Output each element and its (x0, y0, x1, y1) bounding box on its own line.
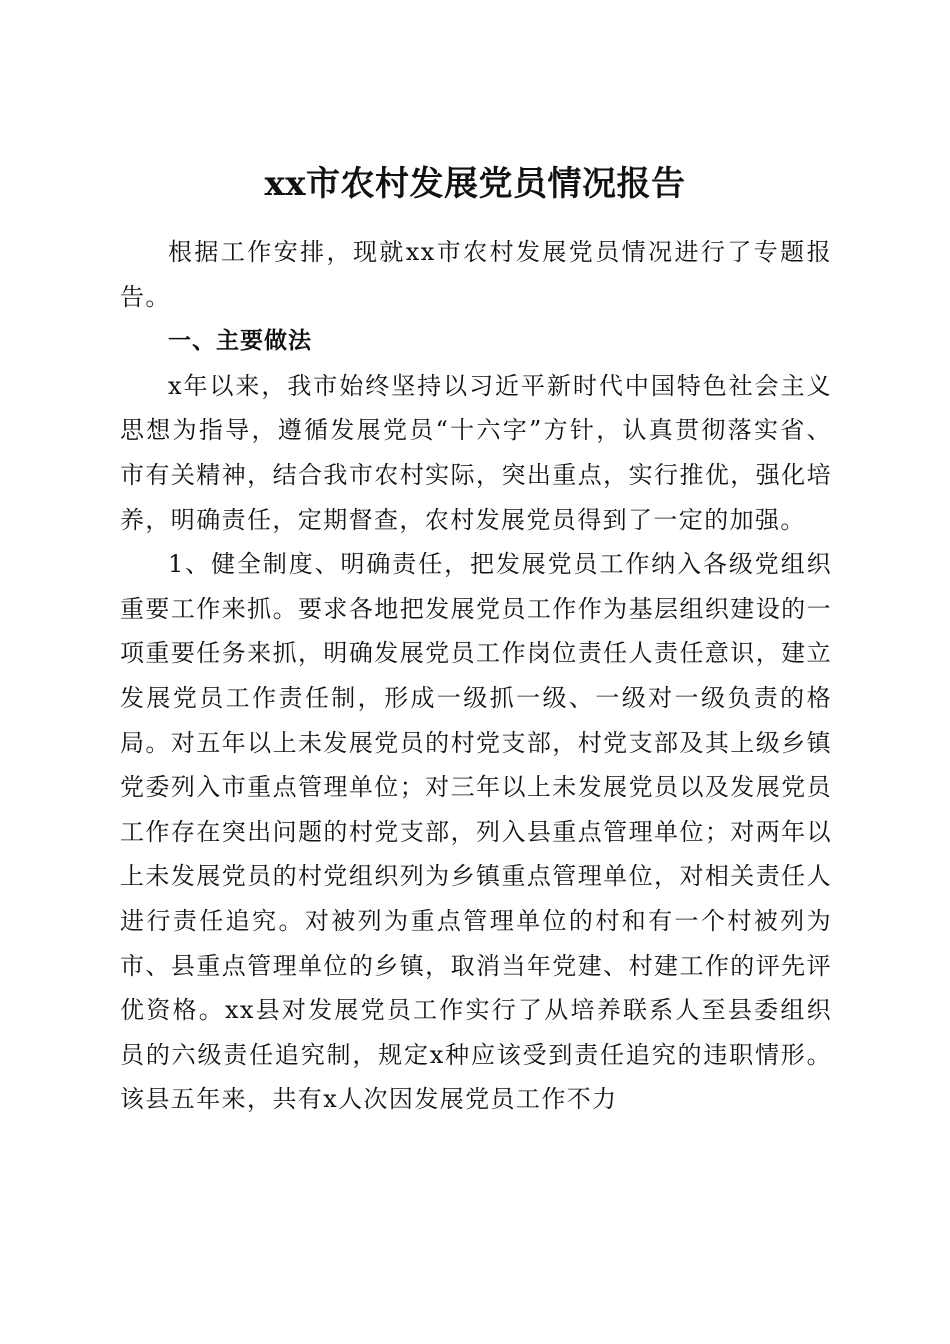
section-heading: 一、主要做法 (168, 328, 312, 355)
document-body (120, 230, 832, 1122)
document-title: xx市农村发展党员情况报告 (264, 163, 686, 204)
intro-paragraph: 根据工作安排，现就xx市农村发展党员情况进行了专题报告。 (120, 238, 832, 311)
body-paragraph: 1、健全制度、明确责任，把发展党员工作纳入各级党组织重要工作来抓。要求各地把发展党员工作作为基层组织建设的一项重要任务来抓，明确发展党员工作岗位责任人责任意识，建立发展党员工作责任制，形成一级抓一级、一级对一级负责的格局。对五年以上未发展党员的村党支部，村党支部及其上级乡镇党委列入市重点管理单位；对三年以上未发展党员以及发展党员工作存在突出问题的村党支部，列入县重点管理单位；对两年以上未发展党员的村党组织列为乡镇重点管理单位，对相关责任人进行责任追究。对被列为重点管理单位的村和有一个村被列为市、县重点管理单位的乡镇，取消当年党建、村建工作的评先评优资格。xx县对发展党员工作实行了从培养联系人至县委组织员的六级责任追究制，规定x种应该受到责任追究的违职情形。该县五年来，共有x人次因发展党员工作不力 (120, 550, 832, 1114)
body-paragraph: x年以来，我市始终坚持以习近平新时代中国特色社会主义思想为指导，遵循发展党员“十六字”方针，认真贯彻落实省、市有关精神，结合我市农村实际，突出重点，实行推优，强化培养，明确责任，定期督查，农村发展党员得到了一定的加强。 (120, 371, 832, 534)
